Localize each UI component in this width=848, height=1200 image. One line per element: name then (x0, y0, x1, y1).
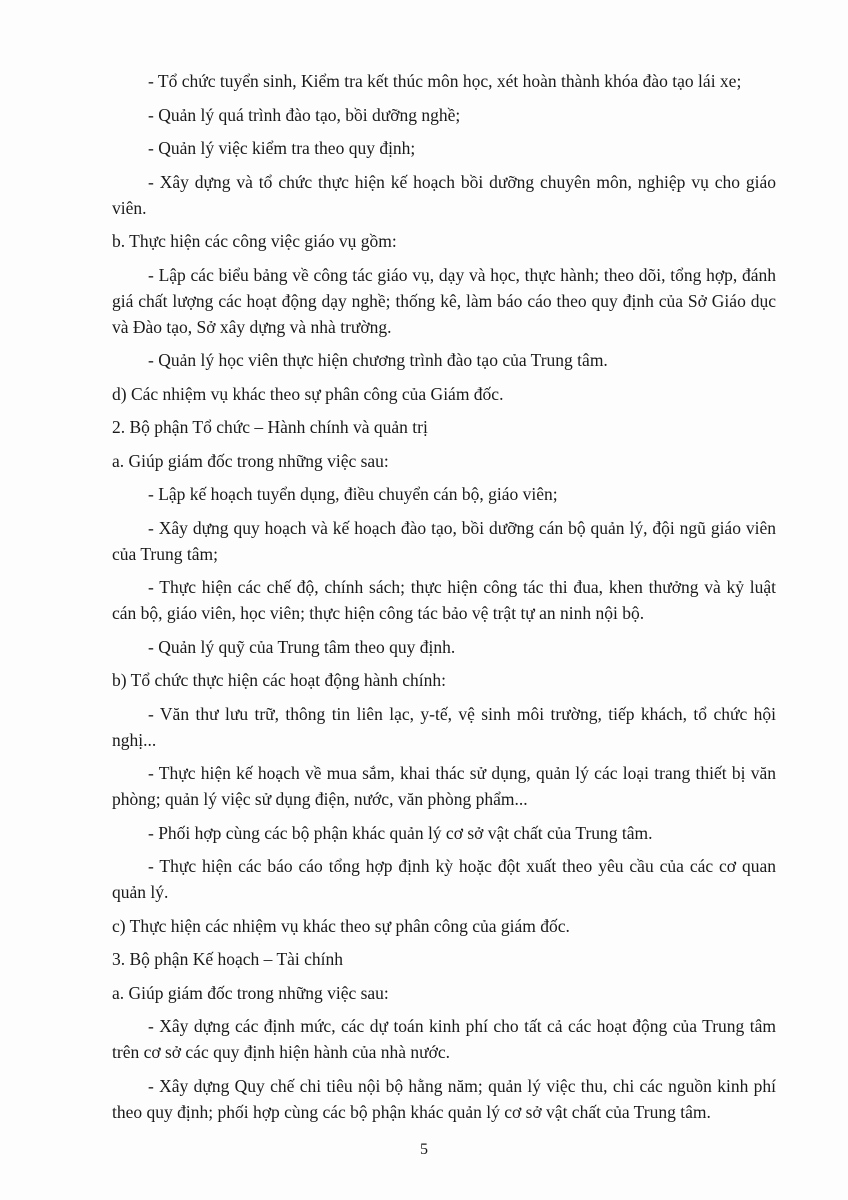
document-body (112, 68, 776, 1132)
subsection-heading: a. Giúp giám đốc trong những việc sau: (112, 982, 389, 1003)
section-heading: 3. Bộ phận Kế hoạch – Tài chính (112, 949, 344, 969)
paragraph: - Phối hợp cùng các bộ phận khác quản lý cơ sở vật chất của Trung tâm. (148, 822, 653, 843)
paragraph: - Quản lý quá trình đào tạo, bồi dưỡng nghề; (148, 104, 461, 125)
subsection-heading: d) Các nhiệm vụ khác theo sự phân công của Giám đốc. (112, 383, 504, 404)
paragraph: - Quản lý học viên thực hiện chương trình đào tạo của Trung tâm. (148, 350, 608, 370)
subsection-heading: c) Thực hiện các nhiệm vụ khác theo sự phân công của giám đốc. (112, 915, 570, 936)
paragraph: - Văn thư lưu trữ, thông tin liên lạc, y-tế, vệ sinh môi trường, tiếp khách, tổ chức hội nghị... (112, 703, 776, 750)
paragraph: - Tổ chức tuyển sinh, Kiểm tra kết thúc môn học, xét hoàn thành khóa đào tạo lái xe; (148, 71, 742, 91)
subsection-heading: a. Giúp giám đốc trong những việc sau: (112, 450, 389, 471)
paragraph: - Quản lý quỹ của Trung tâm theo quy định. (148, 636, 456, 657)
page-number: 5 (420, 1141, 428, 1158)
paragraph: - Xây dựng Quy chế chi tiêu nội bộ hằng năm; quản lý việc thu, chi các nguồn kinh phí theo quy định; phối hợp cùng các bộ phận khác quản lý cơ sở vật chất của Trung tâm. (112, 1075, 776, 1122)
paragraph: - Thực hiện kế hoạch về mua sắm, khai thác sử dụng, quản lý các loại trang thiết bị văn phòng; quản lý việc sử dụng điện, nước, văn phòng phẩm... (112, 763, 776, 809)
paragraph: - Thực hiện các báo cáo tổng hợp định kỳ hoặc đột xuất theo yêu cầu của các cơ quan quản lý. (112, 856, 776, 902)
subsection-heading: b) Tổ chức thực hiện các hoạt động hành chính: (112, 670, 447, 690)
paragraph: - Lập kế hoạch tuyển dụng, điều chuyển cán bộ, giáo viên; (148, 484, 558, 504)
subsection-heading: b. Thực hiện các công việc giáo vụ gồm: (112, 231, 397, 251)
paragraph: - Xây dựng và tổ chức thực hiện kế hoạch bồi dưỡng chuyên môn, nghiệp vụ cho giáo viên. (112, 171, 776, 218)
paragraph: - Quản lý việc kiểm tra theo quy định; (148, 138, 416, 158)
paragraph: - Xây dựng các định mức, các dự toán kinh phí cho tất cả các hoạt động của Trung tâm trên cơ sở các quy định hiện hành của nhà nước. (112, 1016, 776, 1062)
paragraph: - Thực hiện các chế độ, chính sách; thực hiện công tác thi đua, khen thưởng và kỷ luật cán bộ, giáo viên, học viên; thực hiện công tác bảo vệ trật tự an ninh nội bộ. (112, 577, 776, 623)
section-heading: 2. Bộ phận Tổ chức – Hành chính và quản trị (112, 417, 428, 437)
paragraph: - Lập các biểu bảng về công tác giáo vụ, dạy và học, thực hành; theo dõi, tổng hợp, đánh giá chất lượng các hoạt động dạy nghề; thống kê, làm báo cáo theo quy định của Sở Giáo dục và Đào tạo, Sở xây dựng và nhà trường. (112, 264, 776, 337)
paragraph: - Xây dựng quy hoạch và kế hoạch đào tạo, bồi dưỡng cán bộ quản lý, đội ngũ giáo viên của Trung tâm; (112, 517, 776, 564)
